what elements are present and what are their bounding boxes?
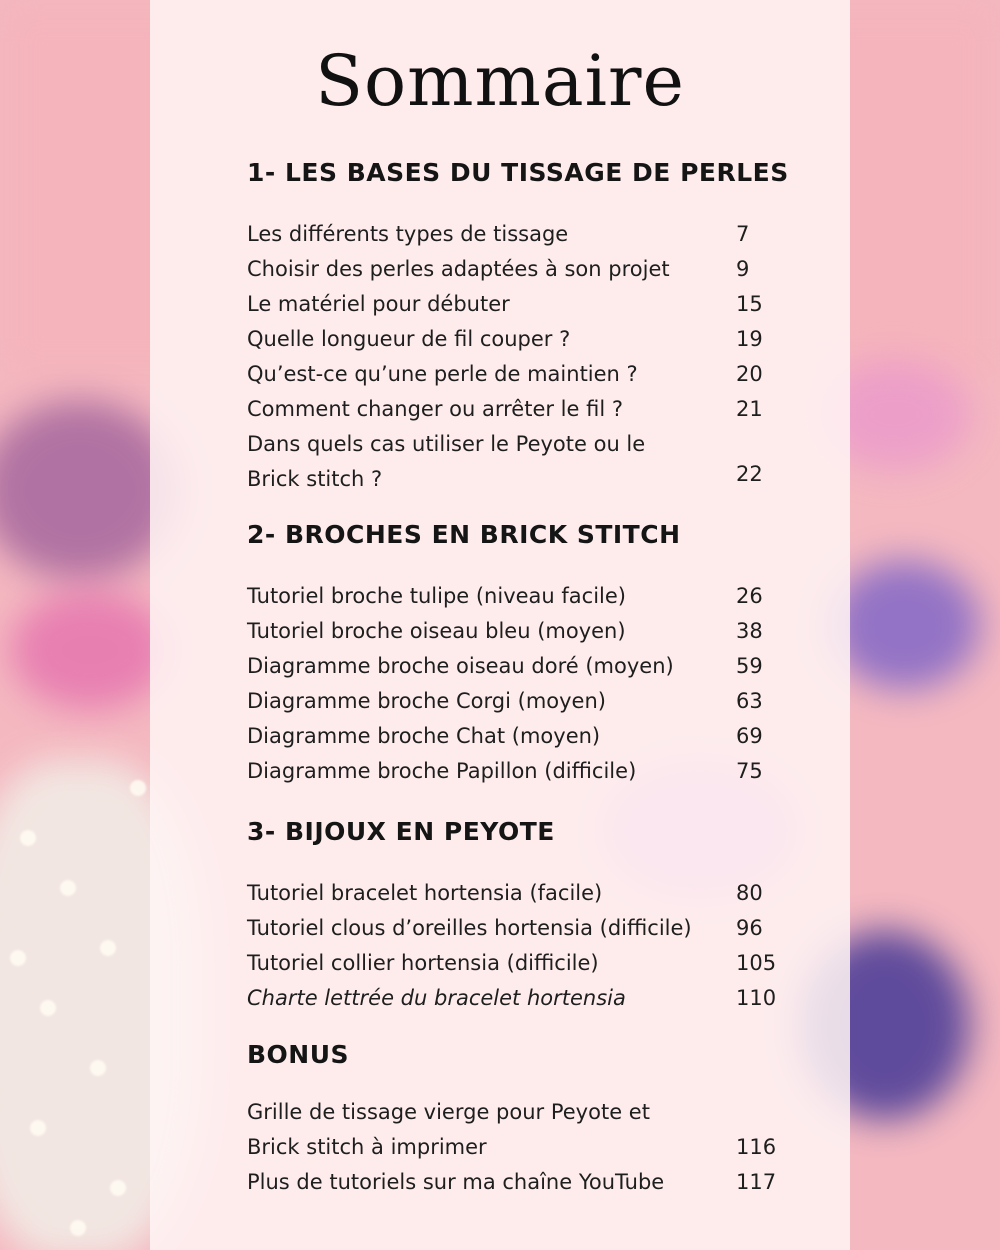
entry-label: Choisir des perles adaptées à son projet <box>247 257 670 281</box>
entry-label: Tutoriel collier hortensia (difficile) <box>247 951 599 975</box>
toc-entry <box>247 432 807 502</box>
section-heading: 1- LES BASES DU TISSAGE DE PERLES <box>247 158 789 187</box>
entry-label: Diagramme broche Papillon (difficile) <box>247 759 637 783</box>
entry-page: 105 <box>736 951 777 975</box>
entry-page: 110 <box>736 986 777 1010</box>
entry-page: 7 <box>736 222 750 246</box>
entry-label-continued: Brick stitch à imprimer <box>247 1135 487 1159</box>
entry-label: Tutoriel bracelet hortensia (facile) <box>247 881 603 905</box>
entry-page: 26 <box>736 584 763 608</box>
entry-page: 75 <box>736 759 763 783</box>
entry-label-continued: Brick stitch ? <box>247 467 383 491</box>
entry-page: 22 <box>736 462 763 486</box>
entry-page: 38 <box>736 619 763 643</box>
toc-entry <box>247 619 807 654</box>
toc-entry <box>247 584 807 619</box>
toc-entry <box>247 327 807 362</box>
entry-label: Diagramme broche Corgi (moyen) <box>247 689 606 713</box>
entry-label: Comment changer ou arrêter le fil ? <box>247 397 623 421</box>
entry-page: 9 <box>736 257 750 281</box>
entry-page: 21 <box>736 397 763 421</box>
entry-page: 80 <box>736 881 763 905</box>
section-bonus <box>247 1040 349 1069</box>
section-3 <box>247 817 555 846</box>
toc-entry <box>247 689 807 724</box>
toc-entry <box>247 951 807 986</box>
entry-label: Diagramme broche oiseau doré (moyen) <box>247 654 674 678</box>
entry-page: 96 <box>736 916 763 940</box>
toc-entry <box>247 654 807 689</box>
section-heading: BONUS <box>247 1040 350 1069</box>
entry-page: 116 <box>736 1135 777 1159</box>
entry-label: Tutoriel clous d’oreilles hortensia (difficile) <box>247 916 692 940</box>
toc-entry <box>247 1100 807 1170</box>
entry-page: 117 <box>736 1170 777 1194</box>
toc-entry <box>247 759 807 794</box>
entry-label: Dans quels cas utiliser le Peyote ou le <box>247 432 646 456</box>
toc-entry <box>247 986 807 1021</box>
entry-page: 69 <box>736 724 763 748</box>
entry-label: Tutoriel broche tulipe (niveau facile) <box>247 584 626 608</box>
toc-entry <box>247 881 807 916</box>
toc-entry <box>247 292 807 327</box>
page-title: Sommaire <box>315 40 685 122</box>
entry-label: Grille de tissage vierge pour Peyote et <box>247 1100 650 1124</box>
toc-entry <box>247 916 807 951</box>
entry-label: Qu’est-ce qu’une perle de maintien ? <box>247 362 638 386</box>
entry-label: Quelle longueur de fil couper ? <box>247 327 571 351</box>
toc-entry <box>247 397 807 432</box>
entry-page: 20 <box>736 362 763 386</box>
entry-page: 15 <box>736 292 763 316</box>
toc-entry <box>247 362 807 397</box>
toc-entry <box>247 1170 807 1205</box>
section-heading: 2- BROCHES EN BRICK STITCH <box>247 520 681 549</box>
entry-label: Plus de tutoriels sur ma chaîne YouTube <box>247 1170 665 1194</box>
section-heading: 3- BIJOUX EN PEYOTE <box>247 817 555 846</box>
toc-entry <box>247 724 807 759</box>
entry-label: Les différents types de tissage <box>247 222 569 246</box>
entry-page: 19 <box>736 327 763 351</box>
section-1 <box>247 158 789 187</box>
entry-label: Charte lettrée du bracelet hortensia <box>247 986 626 1010</box>
toc-entry <box>247 222 807 257</box>
entry-page: 59 <box>736 654 763 678</box>
section-2 <box>247 520 681 549</box>
toc-entry <box>247 257 807 292</box>
entry-label: Diagramme broche Chat (moyen) <box>247 724 601 748</box>
entry-label: Le matériel pour débuter <box>247 292 510 316</box>
entry-page: 63 <box>736 689 763 713</box>
entry-label: Tutoriel broche oiseau bleu (moyen) <box>247 619 626 643</box>
